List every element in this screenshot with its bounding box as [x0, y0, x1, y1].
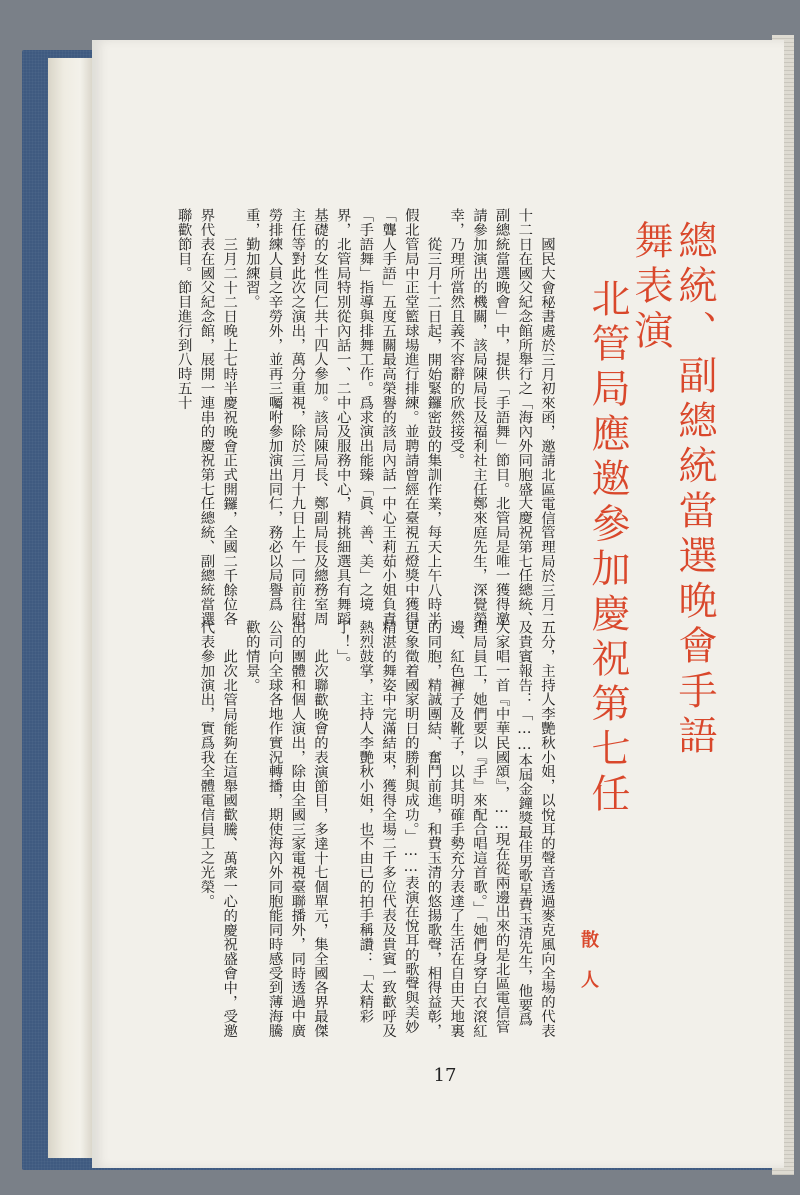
article-title-line-2: 總統、副總統當選晚會手語舞表演 — [628, 220, 717, 760]
paragraph: 國民大會秘書處於三月初來函，邀請北區電信管理局於三月二十二日在國父紀念館所舉行之「海內外同胞盛大慶祝第七任總統、副總統當選晚會」中，提供「手語舞」節目。北管局是唯一獲得邀請參加演出的機關，該局陳局長及福利社主任鄭來庭先生，深覺榮幸，乃理所當然且義不容辭的欣然接受。 — [448, 208, 555, 626]
paragraph: 從三月十二日起，開始緊鑼密鼓的集訓作業，每天上午八時半假北管局中正堂籃球場進行排練。並聘請曾經在臺視五燈獎中獲得「聾人手語」五度五關最高榮譽的該局內話一中心王莉茹小姐負責「手語舞」指導與排舞工作。爲求演出能臻「眞、善、美」之境界，北管局特別從內話一、二中心及服務中心，精挑細選具有舞蹈基礎的女性同仁共十四人參加。該局陳局長、鄭副局長及總務室周主任等對此次之演出，萬分重視，除於三月十九日上午一同前往慰勞排練人員之辛勞外，並再三囑咐參加演出同仁，務必以局譽爲重，勤加練習。 — [243, 208, 442, 626]
book-spine — [48, 58, 94, 1158]
article-body-lower — [150, 620, 558, 1038]
paragraph: 此次北管局能夠在這舉國歡騰、萬衆一心的慶祝盛會中，受邀代表參加演出，實爲我全體電信員工之光榮。 — [198, 620, 238, 1038]
article-body-upper — [150, 208, 558, 626]
paragraph: 五分，主持人李艷秋小姐，以悅耳的聲音透過麥克風向全場的代表及貴賓報告：「……本屆金鐘獎最佳男歌星費玉清先生，他要爲大家唱一首『中華民國頌』，……現在從兩邊出來的是北區電信管理局員工，她們要以『手』來配合唱這首歌。」「她們身穿白衣滾紅邊、紅色褲子及靴子，以其明確手勢充分表達了生活在自由天地裏的同胞，精誠團結、奮鬥前進，和費玉清的悠揚歌聲，相得益彰，更象徵着國家明日的勝利與成功。」……表演在悅耳的歌聲與美妙精湛的舞姿中完滿結束，獲得全場二千多位代表及貴賓一致歡呼及熱烈鼓掌，主持人李艷秋小姐，也不由已的拍手稱讚：「太精彩了！」。 — [334, 620, 555, 1038]
paragraph: 三月二十二日晚上七時半慶祝晚會正式開鑼，全國二千餘位各界代表在國父紀念館，展開一連串的慶祝第七任總統、副總統當選聯歡節目。節目進行到八時五十 — [175, 208, 238, 626]
article-title-line-1: 北管局應邀參加慶祝第七任 — [585, 278, 630, 818]
paragraph: 此次聯歡晚會的表演節目，多達十七個單元，集全國各界最傑出的團體和個人演出，除由全國三家電視臺聯播外，同時透過中廣公司向全球各地作實況轉播，期使海內外同胞能同時感受到薄海騰歡的情景。 — [243, 620, 328, 1038]
page-number: 17 — [433, 1065, 457, 1086]
article-author: 散人 — [578, 930, 599, 1010]
